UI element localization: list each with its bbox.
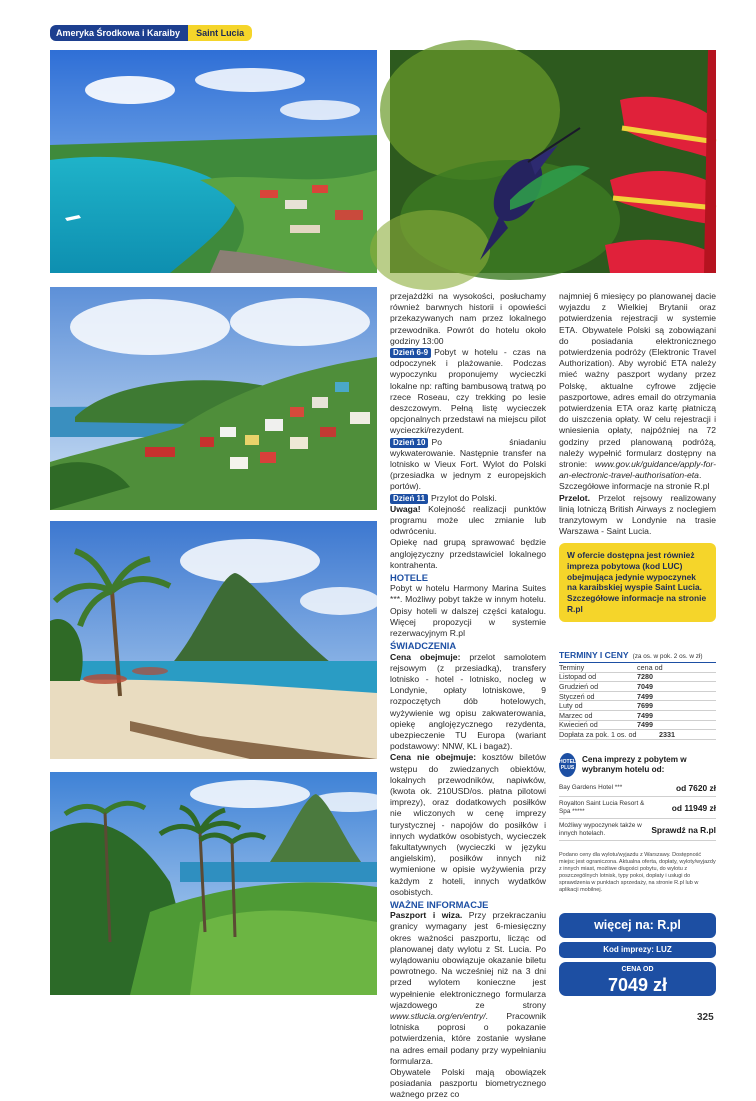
section-important-heading: WAŻNE INFORMACJE <box>390 898 489 910</box>
hotel-row[interactable] <box>559 819 716 841</box>
eta-text-2: . Szczegółowe informacje na stronie R.pl <box>559 470 710 492</box>
eta-info <box>559 291 716 493</box>
day-10-text: Po śniadaniu wykwaterowanie. Następnie transfer na lotnisko w Vieux Fort. Wylot do Polski (przesiadka w jednym z europejskich portów). <box>390 436 546 492</box>
prices-title: TERMINY I CENY <box>559 650 629 660</box>
day-tag-10: Dzień 10 <box>390 438 428 448</box>
prices-col-term: Terminy <box>559 662 585 672</box>
hotel-price: od 11949 zł <box>671 802 716 813</box>
price-term: Marzec od <box>559 710 593 720</box>
day-11-text: Przylot do Polski. <box>431 492 497 503</box>
note-text: Kolejność realizacji punktów programu może ulec zmianie lub odwróceniu. <box>390 503 546 537</box>
hotel-row[interactable] <box>559 797 716 819</box>
trip-code-badge: Kod imprezy: LUZ <box>559 942 716 958</box>
price-term: Styczeń od <box>559 691 595 701</box>
passport-text-2: . Pracownik lotniska poprosi o pokazanie potwierdzenia, które zostanie wysłane na adres email podany przy wypełnianiu formularza. <box>390 1011 546 1066</box>
page-number: 325 <box>697 1012 714 1023</box>
hotel-plus-text: Cena imprezy z pobytem w wybranym hotelu od: <box>582 755 687 774</box>
price-value: 7049 <box>637 681 653 691</box>
hotel-name: Royalton Saint Lucia Resort & Spa ***** <box>559 800 645 815</box>
price-row <box>559 701 716 711</box>
price-term: Listopad od <box>559 672 597 682</box>
day-tag-6-9: Dzień 6-9 <box>390 348 431 358</box>
program-day-11 <box>390 493 546 504</box>
hotel-price: Sprawdź na R.pl <box>651 824 716 835</box>
price-term: Luty od <box>559 701 583 711</box>
price-disclaimer: Podano ceny dla wylotu/wyjazdu z Warszawy. Dostępność miejsc jest ograniczona. Aktualna oferta, dopłaty, wyloty/wyjazdy z innych miast, możliwe długości pobytu, do wylotu z poszczególnych lotnisk, typy pokoi, dopłaty i usługi do sprawdzenia w punktach sprzedaży, na stronie R.pl lub w aplikacji mobilnej. <box>559 852 716 894</box>
single-supplement-value: 2331 <box>659 729 675 739</box>
photo-pitons-jungle <box>50 772 377 995</box>
price-value: 7699 <box>637 701 653 711</box>
excludes-text: kosztów biletów wstępu do zwiedzanych obiektów, lokalnych przewodników, napiwków, (kwota ok. 210USD/os. płatna pilotowi imprezy), oraz dodatkowych posiłków nie wliczonych w cenę imprezy turystycznej - napojów do posiłków i innych wydatków osobistych, wycieczek fakultatywnych (wycieczki w języku angielskim), posiłków innych niż wymienione w opisie wyżywienia przy każdym z hoteli, innych wydatków osobistych. <box>390 752 546 897</box>
price-row <box>559 711 716 721</box>
price-row <box>559 721 716 731</box>
price-term: Grudzień od <box>559 681 599 691</box>
photo-hummingbird-heliconia <box>390 50 716 273</box>
price-excludes <box>390 752 546 898</box>
price-from-badge <box>559 962 716 996</box>
flight-info <box>559 493 716 538</box>
passport-info <box>390 910 546 1067</box>
breadcrumb-region[interactable]: Ameryka Środkowa i Karaiby <box>50 25 188 41</box>
price-row <box>559 682 716 692</box>
hotel-row[interactable] <box>559 780 716 797</box>
program-note <box>390 504 546 538</box>
section-hotels-heading: HOTELE <box>390 572 429 584</box>
single-supplement-label: Dopłata za pok. 1 os. od <box>559 729 637 739</box>
price-value: 7499 <box>637 720 653 730</box>
includes-label: Cena obejmuje: <box>390 651 461 662</box>
eta-link[interactable]: www.gov.uk/guidance/apply-for-an-electronic-travel-authorisation-eta <box>559 459 716 481</box>
price-row <box>559 673 716 683</box>
eta-text: najmniej 6 miesięcy po planowanej dacie wyjazdu z Wielkiej Brytanii oraz potwierdzenia rejestracji w systemie ETA. Obywatele Polski są zobowiązani do posiadania elektronicznego potwierdzenia podróży (Elektronic Travel Authorization). Aby wyrobić ETA należy mieć ważny paszport wydany przez Polskę, aktualne cyfrowe zdjęcie paszportowe, adres email do otrzymania potwierdzenia ETA oraz kartę płatniczą do uiszczenia opłaty. W celu rejestracji i wniesienia opłaty, najpóźniej na 72 godziny przed planowaną podróżą, należy wypełnić formularz dostępny na stronie: <box>559 291 716 470</box>
photo-coastal-town <box>50 287 377 510</box>
flight-label: Przelot. <box>559 492 591 503</box>
price-from-label: CENA OD <box>621 966 654 973</box>
breadcrumb-country[interactable]: Saint Lucia <box>188 25 252 41</box>
day-tag-11: Dzień 11 <box>390 494 428 504</box>
hotel-name: Możliwy wypoczynek także w innych hotelach. <box>559 822 642 837</box>
program-day-6-9 <box>390 347 546 437</box>
photo-harbour-aerial <box>50 50 377 273</box>
prices-header <box>559 650 716 663</box>
hotel-name: Bay Gardens Hotel *** <box>559 784 623 792</box>
prices-subtitle: (za os. w pok. 2 os. w zł) <box>632 653 703 660</box>
price-value: 7280 <box>637 672 653 682</box>
hotel-plus-promo <box>559 752 716 778</box>
prices-table <box>559 650 716 740</box>
hotel-price: od 7620 zł <box>675 783 716 793</box>
price-value: 7499 <box>637 710 653 720</box>
more-info-button[interactable]: więcej na: R.pl <box>559 913 716 938</box>
passport-text: Przy przekraczaniu granicy wymagany jest 6-miesięczny okres ważności paszportu, licząc od planowanej daty wylotu z St. Lucia. Po wylądowaniu obowiązuje okazanie biletu powrotnego. Na wcześniej niż na 3 dni przed wylotem konieczne jest wypełnienie elektronicznego formularza wjazdowego ze strony <box>390 910 547 1010</box>
excludes-label: Cena nie obejmuje: <box>390 752 477 763</box>
program-intro: przejażdżki na wysokości, posłuchamy również barwnych historii i opowieści przekazywanych nam przez lokalnego przewodnika. Powrót do hotelu około godziny 13:00 <box>390 291 546 346</box>
citizens-text: Obywatele Polski mają obowiązek posiadania paszportu biometrycznego ważnego przez co <box>390 1067 546 1100</box>
program-day-10 <box>390 437 546 493</box>
hotel-plus-badge-icon: HOTEL PLUS <box>559 753 576 777</box>
price-row <box>559 692 716 702</box>
photo-beach-piton <box>50 521 377 759</box>
price-value: 7499 <box>637 691 653 701</box>
price-from-amount: 7049 zł <box>607 975 668 995</box>
section-services-heading: ŚWIADCZENIA <box>390 640 457 652</box>
passport-label: Paszport i wiza. <box>390 910 463 921</box>
breadcrumb <box>50 25 252 41</box>
prices-column-headers <box>559 663 716 673</box>
includes-text: przelot samolotem rejsowym (z przesiadką), transfery lotnisko - hotel - lotnisko, nocleg w Londynie, opłaty lotniskowe, 9 rozpoczętych dób hotelowych, wyżywienie wg opisu zakwaterowania, opiekę anglojęzycznego rezydenta, ubezpieczenie TU Europa (wariant podstawowy: NNW, KL i bagaż). <box>390 651 546 752</box>
flight-text: Przelot rejsowy realizowany linią lotniczą British Airways z noclegiem tranzytowym w Londynie na trasie Warszawa - Saint Lucia. <box>559 492 716 537</box>
hotel-price-list <box>559 780 716 841</box>
single-supplement-row <box>559 730 716 740</box>
entry-form-link[interactable]: www.stlucia.org/en/entry/ <box>390 1011 486 1021</box>
day-6-9-text: Pobyt w hotelu - czas na odpoczynek i plażowanie. Podczas wypoczynku proponujemy wycieczki lokalne np: rafting bambusową tratwą po rzece Roseau, czy trekking po lesie deszczowym. Pełną listę wycieczek opcjonalnych przedstawi na miejscu pilot wycieczki/rezydent. <box>390 347 546 436</box>
stay-offer-box: W ofercie dostępna jest również impreza pobytowa (kod LUC) obejmująca jedynie wypoczynek na karaibskiej wyspie Saint Lucia. Szczegółowe informacje na stronie R.pl <box>559 543 716 622</box>
note-label: Uwaga! <box>390 503 421 514</box>
hotels-text: Pobyt w hotelu Harmony Marina Suites ***. Możliwy pobyt także w innym hotelu. Opisy hoteli w dalszej części katalogu. Więcej propozycji w systemie rezerwacyjnym R.pl <box>390 583 546 639</box>
program-column <box>390 291 546 1101</box>
price-term: Kwiecień od <box>559 720 598 730</box>
care-text: Opiekę nad grupą sprawować będzie anglojęzyczny przedstawiciel lokalnego kontrahenta. <box>390 537 546 570</box>
price-includes <box>390 652 546 753</box>
prices-col-price: cena od <box>637 662 663 672</box>
info-column <box>559 291 716 537</box>
